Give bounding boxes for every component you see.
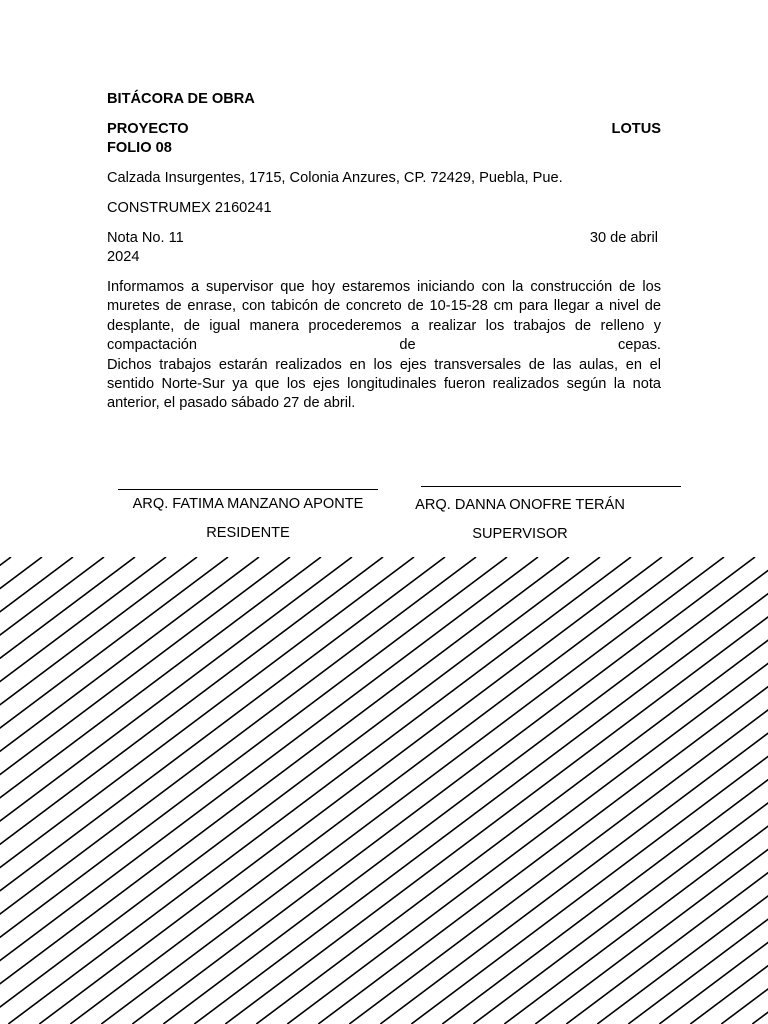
hatch-line [411,557,768,1024]
note-number: Nota No. 11 [107,230,184,246]
right-signer-name: ARQ. DANNA ONOFRE TERÁN [415,497,625,513]
hatch-line [0,557,321,1024]
body-line: muretes de enrase, con tabicón de concreto de 10-15-28 cm para llegar a nivel de [107,298,661,315]
hatch-line [194,557,768,1024]
hatch-line [0,557,600,1024]
left-signer-role: RESIDENTE [206,525,290,541]
folio-number: FOLIO 08 [107,140,172,156]
project-label: PROYECTO [107,121,189,137]
left-signer-name: ARQ. FATIMA MANZANO APONTE [132,496,364,512]
hatch-line [0,557,290,1024]
hatch-line [0,557,135,1024]
left-signature-line [118,489,378,490]
note-date: 30 de abril [589,230,658,246]
document-title: BITÁCORA DE OBRA [107,91,255,107]
hatch-line [0,557,538,1024]
hatch-line [287,557,768,1024]
right-signer-role: SUPERVISOR [472,526,568,542]
hatch-line [163,557,768,1024]
body-line: compactación de cepas. [107,337,661,354]
diagonal-hatch-cancel-area [0,557,768,1024]
hatch-line [225,557,768,1024]
hatch-line [0,557,42,1024]
note-body [107,278,661,414]
hatch-line [0,557,445,1024]
hatch-line [0,557,166,1024]
hatch-line [721,557,768,1024]
hatch-line [0,557,383,1024]
hatch-line [690,557,768,1024]
hatch-line [597,557,768,1024]
hatch-line [380,557,768,1024]
hatch-line [0,557,197,1024]
body-line: sentido Norte-Sur ya que los ejes longitudinales fueron realizados según la nota [107,376,661,393]
body-line: desplante, de igual manera procederemos a realizar los trabajos de relleno y [107,317,661,334]
right-signature-line [421,486,681,487]
body-line: Dichos trabajos estarán realizados en los ejes transversales de las aulas, en el [107,356,661,373]
hatch-line [0,557,352,1024]
project-name: LOTUS [611,121,661,137]
note-year: 2024 [107,249,140,265]
project-address: Calzada Insurgentes, 1715, Colonia Anzures, CP. 72429, Puebla, Pue. [107,170,563,186]
hatch-line [535,557,768,1024]
hatch-line [659,557,768,1024]
company-code: CONSTRUMEX 2160241 [107,200,272,216]
hatch-line [504,557,768,1024]
hatch-line [628,557,768,1024]
hatch-line [0,557,569,1024]
hatch-line [0,557,104,1024]
hatch-line [0,557,507,1024]
body-line: anterior, el pasado sábado 27 de abril. [107,395,356,412]
hatch-line [442,557,768,1024]
hatch-line [318,557,768,1024]
body-line: Informamos a supervisor que hoy estaremos iniciando con la construcción de los [107,279,661,295]
